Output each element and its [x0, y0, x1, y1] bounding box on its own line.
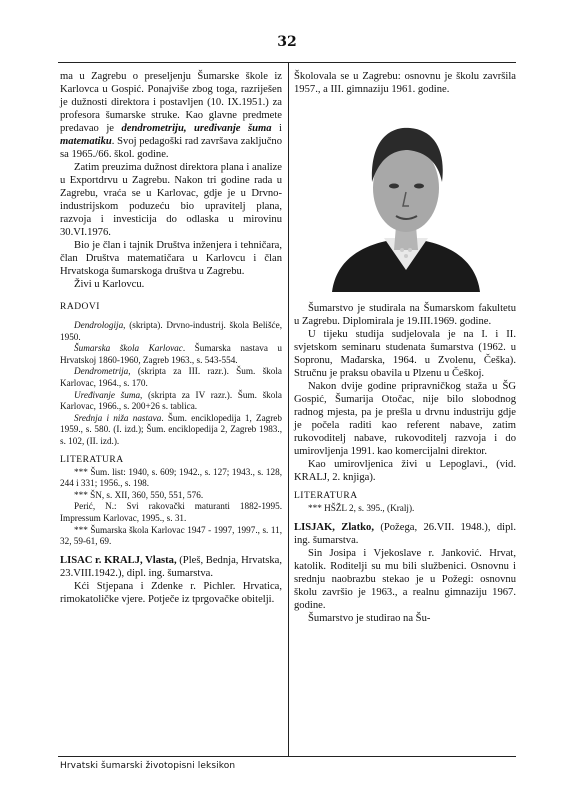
- portrait-photo: [322, 100, 490, 292]
- paragraph: Bio je član i tajnik Društva inženjera i tehničara, član Društva matematičara u Karlovcu i član Hrvatskoga šumarskoga društva u Zagrebu.: [60, 240, 282, 277]
- paragraph: ma u Zagrebu o preseljenju Šumarske škole iz Karlovca u Gospić. Ponajviše zbog toga, razriješen je dužnosti direktora i postavljen (10. IX.1951.) za profesora šumarske struke. Kao glavne predmete predavao je dendrometriju, uređivanje šuma i matematiku. Svoj pedagoški rad završava zaključno sa 1965./66. škol. godine.: [60, 71, 283, 160]
- paragraph: Školovala se u Zagrebu: osnovnu je školu završila 1957., a III. gimnaziju 1961. godine.: [294, 71, 516, 95]
- work-item: Srednja i niža nastava. Šum. enciklopedija 1, Zagreb 1959., s. 580. (I. izd.); Šum. enciklopedija 2, Zagreb 1983., s. 102, (II. izd.).: [60, 412, 282, 446]
- literature-item: *** Šum. list: 1940, s. 609; 1942., s. 127; 1943., s. 128, 244 i 331; 1956., s. 198.: [60, 466, 282, 489]
- column-separator: [288, 62, 289, 756]
- work-item: Šumarska škola Karlovac. Šumarska nastava u Hrvatskoj 1860-1960, Zagreb 1963., s. 543-554.: [60, 343, 282, 365]
- work-item: Uređivanje šuma, (skripta za IV razr.). Šum. škola Karlovac, 1966., s. 200+26 s. tablica.: [60, 389, 282, 412]
- literature-item: *** Šumarska škola Karlovac 1947 - 1997, 1997., s. 11, 32, 59-61, 69.: [60, 524, 282, 547]
- paragraph: Živi u Karlovcu.: [74, 279, 145, 290]
- section-heading-radovi: RADOVI: [60, 302, 100, 312]
- left-column: [60, 70, 282, 606]
- bottom-rule: [58, 756, 516, 757]
- entry-heading: LISJAK, Zlatko, (Požega, 26.VII. 1948.), dipl. ing. šumarstva.: [294, 521, 516, 546]
- paragraph: Nakon dvije godine pripravničkog staža u ŠG Gospić, Šumarija Otočac, nije bilo slobodnog radnog mjesta, pa je prešla u drvnu industriju gdje je počela raditi kao referent nabave, zatim rukovoditelj nabave, rukovoditelj razvoja i do umirovljenja 1991. kao komercijalni direktor.: [294, 381, 516, 457]
- section-heading-literatura: LITERATURA: [294, 491, 358, 501]
- page-number: 32: [277, 34, 297, 50]
- paragraph: Kao umirovljenica živi u Lepoglavi., (vid. KRALJ, 2. knjiga).: [294, 459, 516, 483]
- work-item: Dendrometrija, (skripta za III. razr.). Šum. škola Karlovac, 1964., s. 170.: [60, 366, 282, 388]
- paragraph: U tijeku studija sudjelovala je na I. i II. svjetskom seminaru studenata šumarstva (1962. u Sopronu, Mađarska, 1964. u Zvolenu, Češka). Stručnu je praksu obavila u Plzenu u Češkoj.: [294, 329, 516, 379]
- paragraph: Zatim preuzima dužnost direktora plana i analize u Exportdrvu u Zagrebu. Nakon tri godine rada u Zagrebu, vraća se u Karlovac, gdje je u Drvno-industrijskom poduzeću bio upravitelj plana, razvoja i investicija do odlaska u mirovinu 30.VI.1976.: [60, 162, 282, 238]
- section-heading-literatura: LITERATURA: [60, 454, 124, 465]
- entry-heading: LISAC r. KRALJ, Vlasta, (Pleš, Bednja, Hrvatska, 23.VIII.1942.), dipl. ing. šumarstva.: [60, 554, 282, 579]
- literature-item: *** ŠN, s. XII, 360, 550, 551, 576.: [74, 489, 204, 500]
- literature-item: Perić, N.: Svi rakovački maturanti 1882-1995. Impressum Karlovac, 1995., s. 31.: [60, 501, 282, 523]
- footer-text: Hrvatski šumarski životopisni leksikon: [60, 761, 236, 771]
- right-column: [294, 70, 516, 625]
- work-item: Dendrologija, (skripta). Drvno-industrij. škola Belišće, 1950.: [60, 320, 282, 342]
- paragraph: Šumarstvo je studirala na Šumarskom fakultetu u Zagrebu. Diplomirala je 19.III.1969. godine.: [294, 303, 516, 327]
- top-rule: [58, 62, 516, 63]
- paragraph: Kći Stjepana i Zdenke r. Pichler. Hrvatica, rimokatoličke vjere. Potječe iz tprgovačke obitelji.: [60, 580, 282, 605]
- paragraph: Šumarstvo je studirao na Šu-: [308, 612, 431, 624]
- paragraph: Sin Josipa i Vjekoslave r. Janković. Hrvat, katolik. Roditelji su mu bili službenici. Osnovnu i srednju naobrazbu stekao je u Požegi: osnovnu školu završio je 1963., a realnu gimnaziju 1967. godine.: [294, 547, 516, 611]
- literature-item: *** HŠŽL 2, s. 395., (Kralj).: [308, 503, 415, 513]
